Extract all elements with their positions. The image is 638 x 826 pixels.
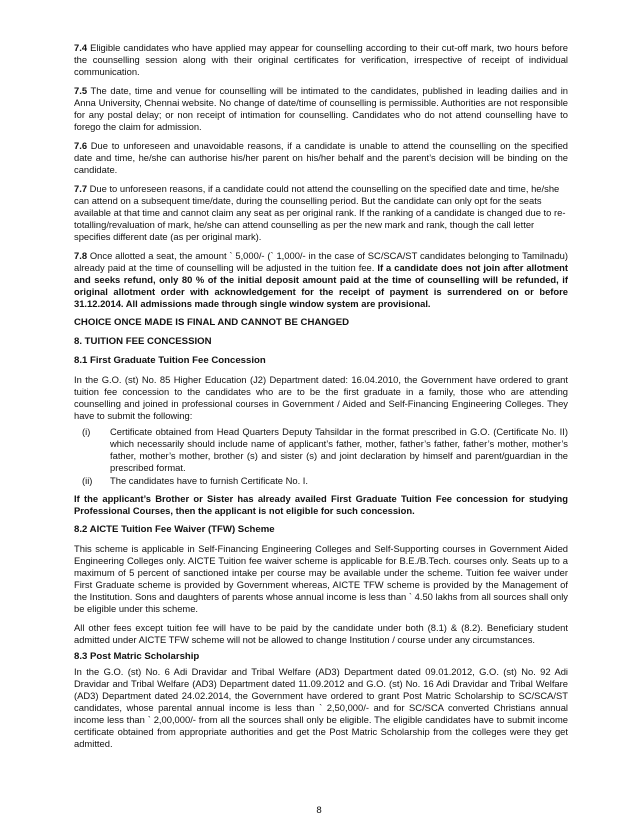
- clause-text: Eligible candidates who have applied may appear for counselling according to their cut-off mark, two hours before the counselling session along with their original certificates for verification, irrespective of receipt of individual communication.: [74, 42, 568, 77]
- section-8-1-heading: 8.1 First Graduate Tuition Fee Concession: [74, 355, 266, 366]
- list-item: [74, 475, 568, 487]
- paragraph-7-4: [74, 42, 568, 78]
- clause-number: 7.4: [74, 42, 88, 53]
- section-8-3-heading: 8.3 Post Matric Scholarship: [74, 651, 200, 662]
- paragraph-7-5: [74, 85, 568, 133]
- list-marker: (i): [82, 426, 91, 437]
- paragraph-7-6: [74, 140, 568, 176]
- clause-text: Once allotted a seat, the amount ` 5,000/- (` 1,000/- in the case of SC/SCA/ST candidates belonging to Tamilnadu) already paid at the time of counselling will be adjusted in the tuition fee.: [74, 250, 568, 273]
- section-8-heading: 8. TUITION FEE CONCESSION: [74, 336, 212, 347]
- section-8-2-heading: 8.2 AICTE Tuition Fee Waiver (TFW) Scheme: [74, 524, 275, 535]
- choice-heading: CHOICE ONCE MADE IS FINAL AND CANNOT BE CHANGED: [74, 317, 350, 328]
- section-8-2-text-2: All other fees except tuition fee will have to be paid by the candidate under both (8.1) & (8.2). Beneficiary student admitted under AICTE TFW scheme will not be allowed to change Institution / course under any circumstances.: [74, 622, 568, 645]
- clause-text: Due to unforeseen reasons, if a candidate could not attend the counselling on the specified date and time, he/she can attend on a subsequent time/date, during the counselling period. But the candidate can only opt for the seats available at that time and cannot claim any seat as per original rank. If the ranking of a candidate is changed due to re-totalling/revaluation of mark, he/she can attend counselling as per the new mark and rank, though the call letter specifies different date (as per original mark).: [74, 183, 566, 242]
- clause-number: 7.8: [74, 250, 88, 261]
- page-number: 8: [316, 805, 322, 816]
- document-page: [74, 42, 568, 757]
- clause-number: 7.5: [74, 85, 88, 96]
- clause-bold-text: If a candidate does not join after allotment and seeks refund, only 80 % of the initial deposit amount paid at the time of counselling will be refunded, if original allotment order with acknowledgement for the receipt of payment is surrendered on or before 31.12.2014. All admissions made through single window system are provisional.: [74, 262, 569, 309]
- section-8-2-text: This scheme is applicable in Self-Financing Engineering Colleges and Self-Supporting courses in Government Aided Engineering Colleges only. AICTE Tuition fee waiver scheme is applicable for B.E./B.Tech. courses only. Seats up to a maximum of 5 percent of sanctioned intake per course may be available under the scheme. Tuition fee waiver under First Graduate scheme is provided by Government whereas, AICTE TFW scheme is provided by the Management of the Institution. Sons and daughters of parents whose annual income is less than ` 4.50 lakhs from all sources shall only be eligible under this scheme.: [74, 543, 568, 614]
- clause-number: 7.6: [74, 140, 88, 151]
- paragraph-7-8: [74, 250, 568, 310]
- clause-text: Due to unforeseen and unavoidable reasons, if a candidate is unable to attend the counselling on the specified date and time, he/she can authorise his/her parent on his/her behalf and the parent’s decision will be binding on the candidate.: [74, 140, 568, 175]
- clause-number: 7.7: [74, 183, 88, 194]
- certificate-list: [74, 426, 568, 487]
- section-8-1-bold-note: If the applicant’s Brother or Sister has already availed First Graduate Tuition Fee concession for studying Professional Courses, then the applicant is not eligible for such concession.: [74, 493, 568, 516]
- clause-text: The date, time and venue for counselling will be intimated to the candidates, published in leading dailies and in Anna University, Chennai website. No change of date/time of counselling is permissible. Authorities are not responsible for any postal delay; or non receipt of intimation for counselling. Candidates who do not attend counselling have to forego the claim for admission.: [74, 85, 568, 132]
- paragraph-7-7: [74, 183, 568, 243]
- section-8-3-text: In the G.O. (st) No. 6 Adi Dravidar and Tribal Welfare (AD3) Department dated 09.01.2012, G.O. (st) No. 92 Adi Dravidar and Tribal Welfare (AD3) Department dated 11.09.2012 and G.O. (st) No. 16 Adi Dravidar and Tribal Welfare (AD3) Department dated 24.02.2014, the Government have ordered to grant Post Matric Scholarship to SC/SCA/ST candidates, whose parental annual income is less than ` 2,50,000/- and for SC/SCA converted Christians annual income less than ` 2,00,000/- from all the sources shall only be eligible. The eligible candidates have to submit income certificate obtained from appropriate authorities and get the Post Matric Scholarship from the colleges were they get admitted.: [74, 666, 568, 749]
- list-item: [74, 426, 568, 474]
- list-marker: (ii): [82, 475, 93, 486]
- list-text: Certificate obtained from Head Quarters Deputy Tahsildar in the format prescribed in G.O. (Certificate No. II) which necessarily should include name of applicant’s father, mother, father’s father, father’s mother, mother’s father, mother’s mother, brother (s) and sister (s) and joint declaration by himself and parent/guardian in the prescribed format.: [110, 426, 568, 473]
- list-text: The candidates have to furnish Certificate No. I.: [110, 475, 309, 486]
- section-8-1-text: In the G.O. (st) No. 85 Higher Education (J2) Department dated: 16.04.2010, the Government have ordered to grant tuition fee concession to the candidates who are to be the first graduate in a family, those who are attending counselling and joined in professional courses in Government / Aided and Self-Financing Engineering Colleges. They have to submit the following:: [74, 374, 568, 421]
